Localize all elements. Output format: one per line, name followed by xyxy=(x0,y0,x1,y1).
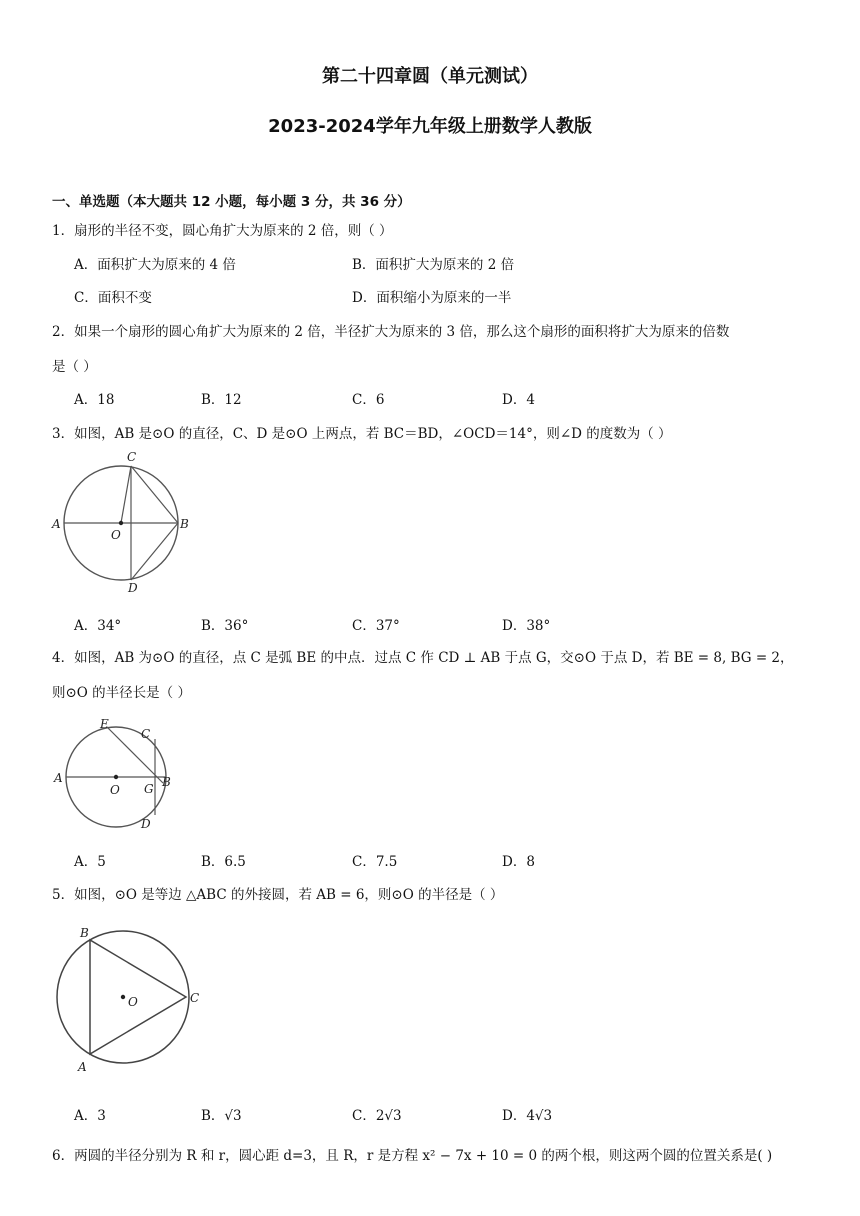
question-3-option-d: D．38° xyxy=(502,618,551,634)
question-4-option-c: C．7.5 xyxy=(352,854,398,870)
question-5-figure xyxy=(48,918,218,1078)
question-1-text: 1．扇形的半径不变，圆心角扩大为原来的 2 倍，则（ ） xyxy=(52,223,393,239)
question-2-option-d: D．4 xyxy=(502,392,535,408)
question-5-option-b: B．√3 xyxy=(201,1108,242,1124)
q4-label-g: G xyxy=(144,782,154,796)
question-4-text-line2: 则⊙O 的半径长是（ ） xyxy=(52,685,191,701)
question-5-text: 5．如图，⊙O 是等边 △ABC 的外接圆，若 AB = 6，则⊙O 的半径是（ ） xyxy=(52,887,504,903)
q3-segment-oc xyxy=(121,466,131,523)
question-5-option-a: A．3 xyxy=(74,1108,106,1124)
q5-center-dot xyxy=(121,995,125,999)
question-3-option-c: C．37° xyxy=(352,618,400,634)
question-2-text-line1: 2．如果一个扇形的圆心角扩大为原来的 2 倍，半径扩大为原来的 3 倍，那么这个扇形的面积将扩大为原来的倍数 xyxy=(52,324,730,340)
q4-label-a: A xyxy=(54,771,63,785)
q5-label-o: O xyxy=(128,995,138,1009)
q3-center-dot xyxy=(119,521,123,525)
question-2-option-b: B．12 xyxy=(201,392,242,408)
question-4-option-a: A．5 xyxy=(74,854,106,870)
question-5-option-c: C．2√3 xyxy=(352,1108,402,1124)
question-4-option-b: B．6.5 xyxy=(201,854,246,870)
question-2-option-a: A．18 xyxy=(74,392,115,408)
section-heading: 一、单选题（本大题共 12 小题，每小题 3 分，共 36 分） xyxy=(52,194,411,210)
q4-label-b: B xyxy=(162,775,171,789)
q5-label-a: A xyxy=(78,1060,87,1074)
q5-triangle-abc xyxy=(90,940,186,1054)
q3-label-o: O xyxy=(111,528,121,542)
question-1-option-a: A．面积扩大为原来的 4 倍 xyxy=(74,257,236,273)
question-3-option-b: B．36° xyxy=(201,618,249,634)
q3-label-d: D xyxy=(128,581,138,595)
q4-label-o: O xyxy=(110,783,120,797)
page-title-line1: 第二十四章圆（单元测试） xyxy=(322,66,538,87)
q4-label-c: C xyxy=(141,727,151,741)
q3-label-a: A xyxy=(52,517,61,531)
question-3-option-a: A．34° xyxy=(74,618,122,634)
question-1-option-c: C．面积不变 xyxy=(74,290,152,306)
question-6-text: 6．两圆的半径分别为 R 和 r，圆心距 d=3，且 R，r 是方程 x² − 7x + 10 = 0 的两个根，则这两个圆的位置关系是( ) xyxy=(52,1148,773,1164)
q3-label-b: B xyxy=(180,517,189,531)
q5-label-c: C xyxy=(190,991,200,1005)
question-4-text-line1: 4．如图，AB 为⊙O 的直径，点 C 是弧 BE 的中点．过点 C 作 CD ⊥ AB 于点 G，交⊙O 于点 D，若 BE = 8, BG = 2， xyxy=(52,650,794,666)
question-5-option-d: D．4√3 xyxy=(502,1108,553,1124)
question-3-figure xyxy=(48,450,198,595)
question-2-option-c: C．6 xyxy=(352,392,385,408)
q4-label-d: D xyxy=(141,817,151,831)
question-2-text-line2: 是（ ） xyxy=(52,359,97,375)
question-1-option-d: D．面积缩小为原来的一半 xyxy=(352,290,512,306)
question-3-text: 3．如图，AB 是⊙O 的直径，C、D 是⊙O 上两点，若 BC＝BD，∠OCD＝14°，则∠D 的度数为（ ） xyxy=(52,426,672,442)
q4-label-e: E xyxy=(100,717,109,731)
q3-label-c: C xyxy=(127,450,137,464)
q5-label-b: B xyxy=(80,926,89,940)
q4-center-dot xyxy=(114,775,118,779)
page-title-line2: 2023-2024学年九年级上册数学人教版 xyxy=(268,116,592,137)
question-1-option-b: B．面积扩大为原来的 2 倍 xyxy=(352,257,515,273)
question-4-figure xyxy=(50,712,180,834)
question-4-option-d: D．8 xyxy=(502,854,535,870)
